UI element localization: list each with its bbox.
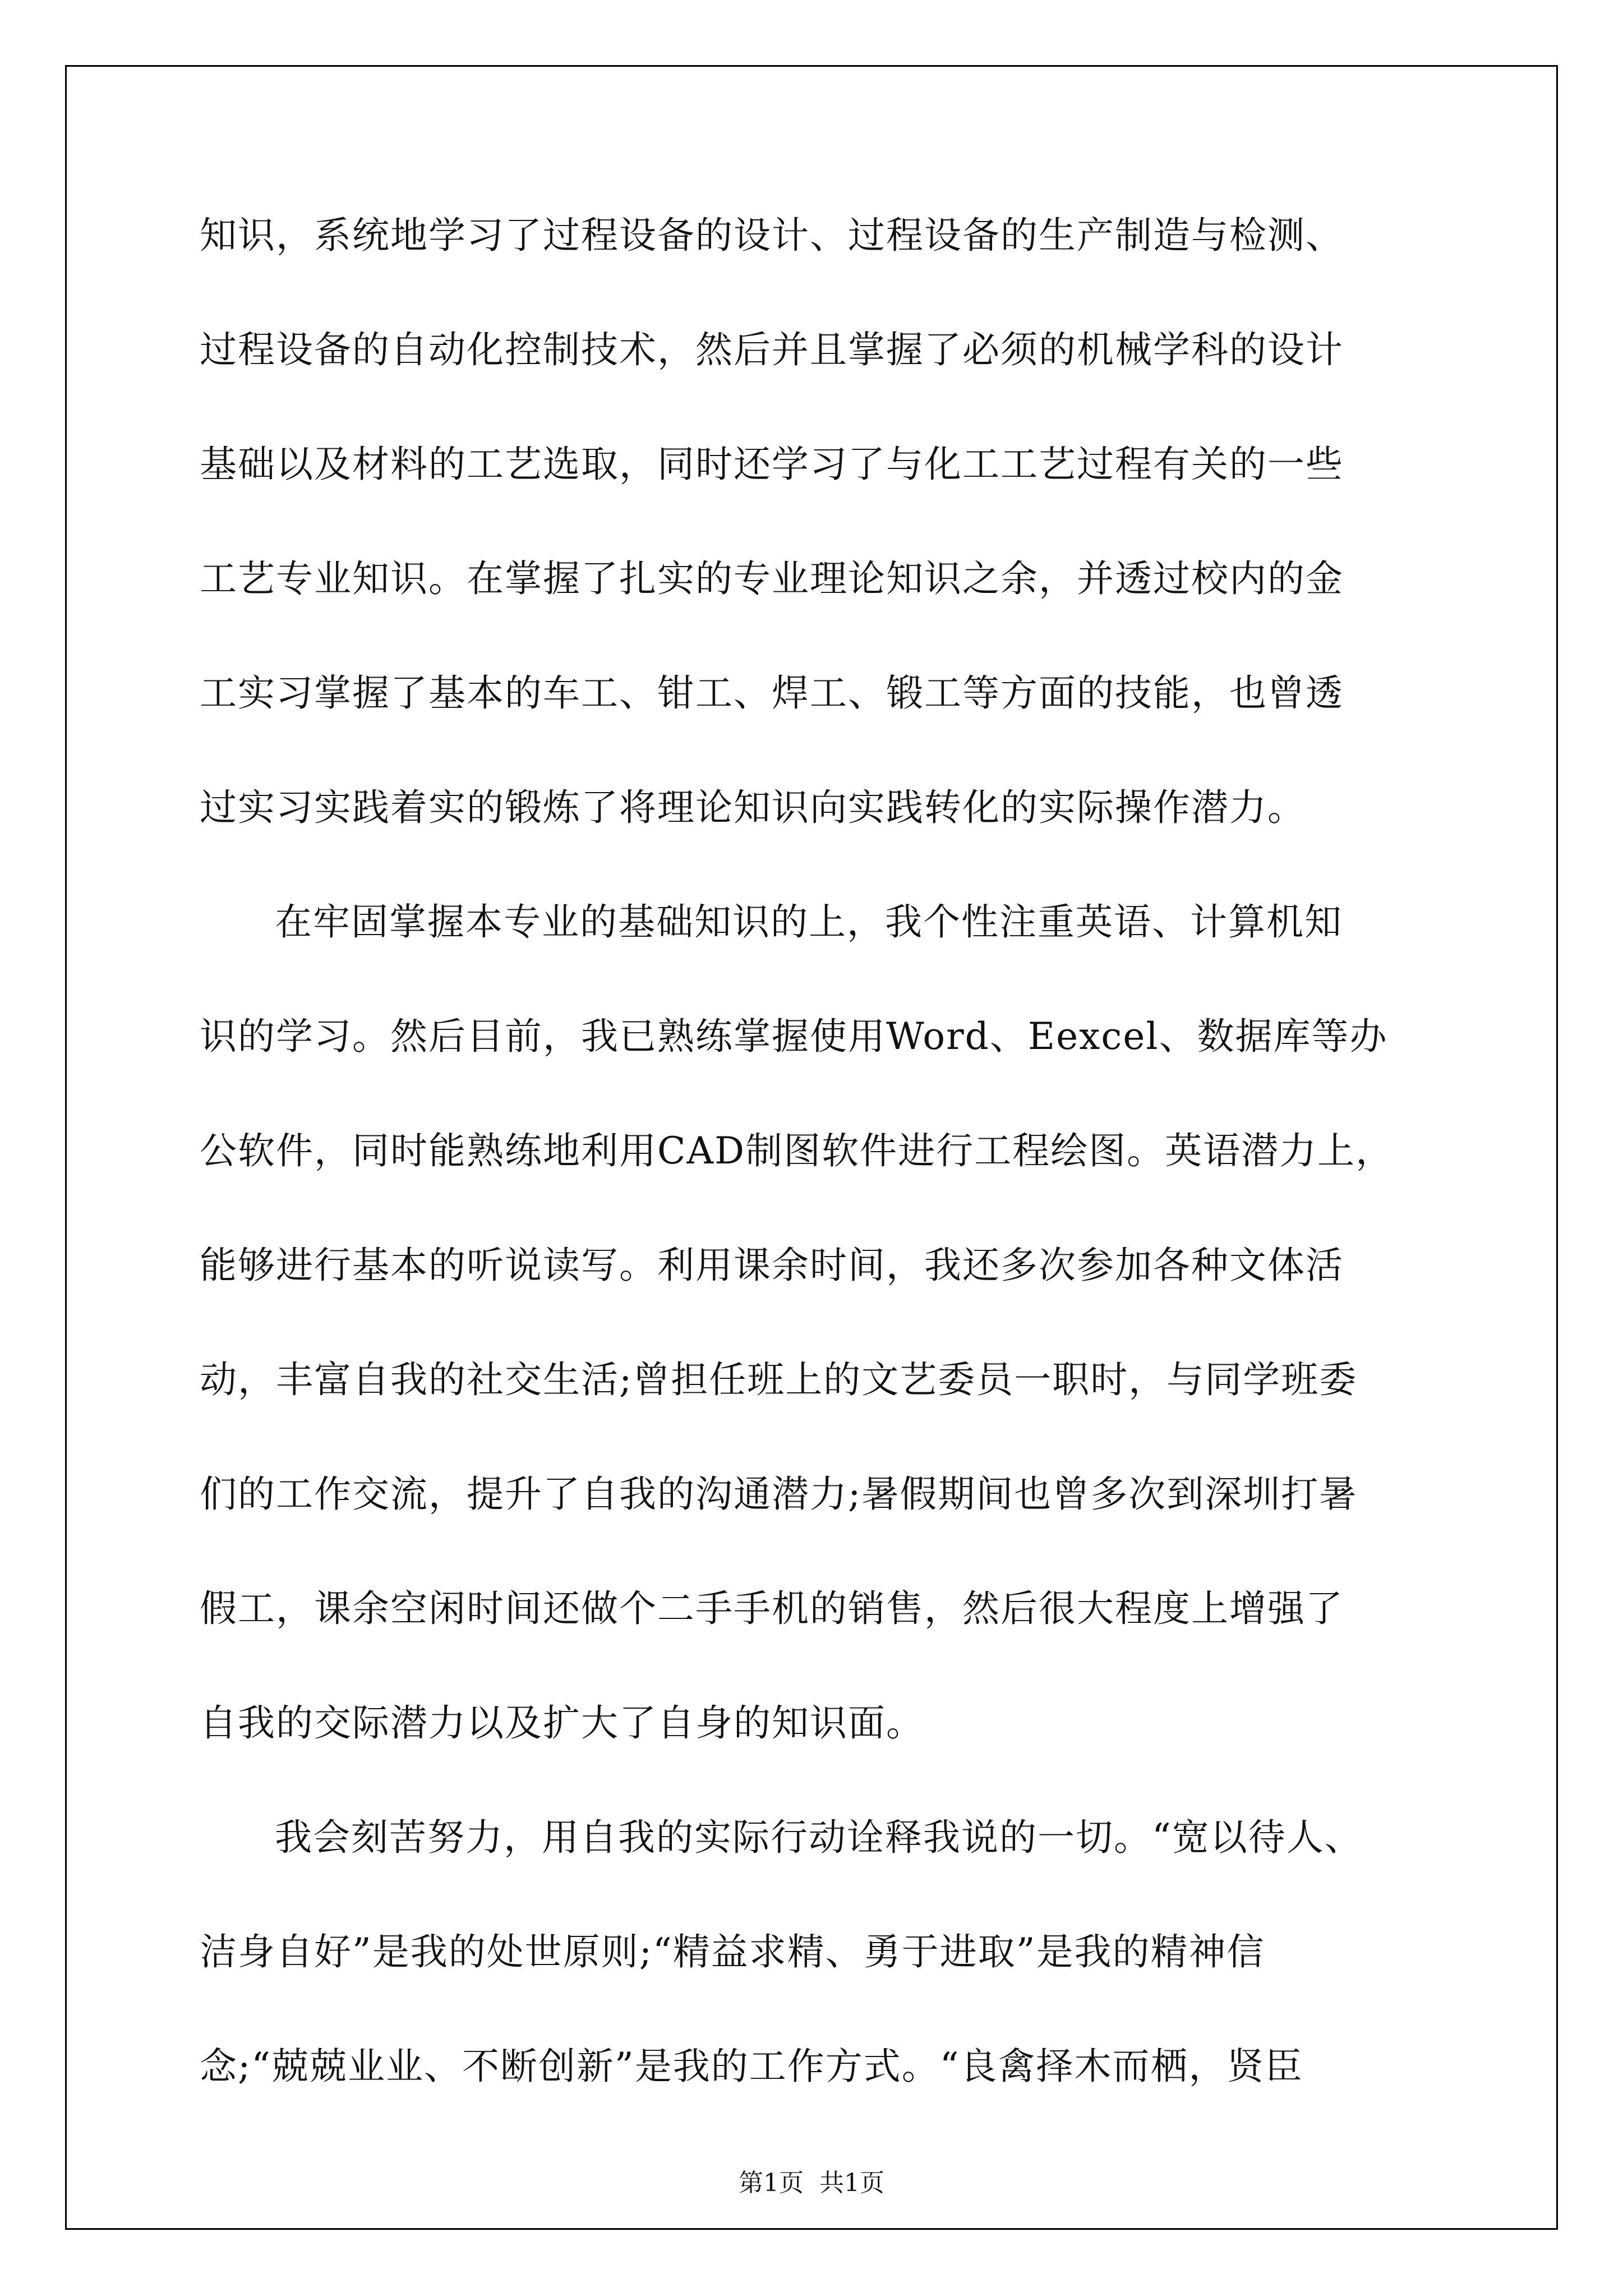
text-line: 念;“兢兢业业、不断创新”是我的工作方式。“良禽择木而栖，贤臣 — [200, 2045, 1303, 2088]
text-line: 能够进行基本的听说读写。利用课余时间，我还多次参加各种文体活 — [200, 1244, 1344, 1287]
text-line: 基础以及材料的工艺选取，同时还学习了与化工工艺过程有关的一些 — [200, 443, 1344, 486]
text-line: 过实习实践着实的锻炼了将理论知识向实践转化的实际操作潜力。 — [200, 786, 1306, 829]
page-footer — [0, 2162, 1623, 2198]
text-line: 识的学习。然后目前，我已熟练掌握使用Word、Eexcel、数据库等办 — [200, 1015, 1388, 1058]
text-line: 自我的交际潜力以及扩大了自身的知识面。 — [200, 1701, 924, 1745]
page-total: 共1页 — [819, 2169, 884, 2197]
text-line: 过程设备的自动化控制技术，然后并且掌握了必须的机械学科的设计 — [200, 328, 1344, 371]
text-line: 假工，课余空闲时间还做个二手手机的销售，然后很大程度上增强了 — [200, 1587, 1344, 1630]
text-line: 洁身自好”是我的处世原则;“精益求精、勇于进取”是我的精神信 — [200, 1930, 1265, 1973]
text-line: 我会刻苦努力，用自我的实际行动诠释我说的一切。“宽以待人、 — [275, 1816, 1363, 1859]
text-line: 工实习掌握了基本的车工、钳工、焊工、锻工等方面的技能，也曾透 — [200, 671, 1344, 715]
text-line: 动，丰富自我的社交生活;曾担任班上的文艺委员一职时，与同学班委 — [200, 1358, 1358, 1401]
text-line: 工艺专业知识。在掌握了扎实的专业理论知识之余，并透过校内的金 — [200, 557, 1344, 600]
text-line: 知识，系统地学习了过程设备的设计、过程设备的生产制造与检测、 — [200, 214, 1344, 257]
text-line: 公软件，同时能熟练地利用CAD制图软件进行工程绘图。英语潜力上， — [200, 1129, 1394, 1172]
page-number: 第1页 — [739, 2169, 804, 2197]
text-line: 在牢固掌握本专业的基础知识的上，我个性注重英语、计算机知 — [275, 900, 1343, 944]
text-line: 们的工作交流，提升了自我的沟通潜力;暑假期间也曾多次到深圳打暑 — [200, 1473, 1358, 1516]
